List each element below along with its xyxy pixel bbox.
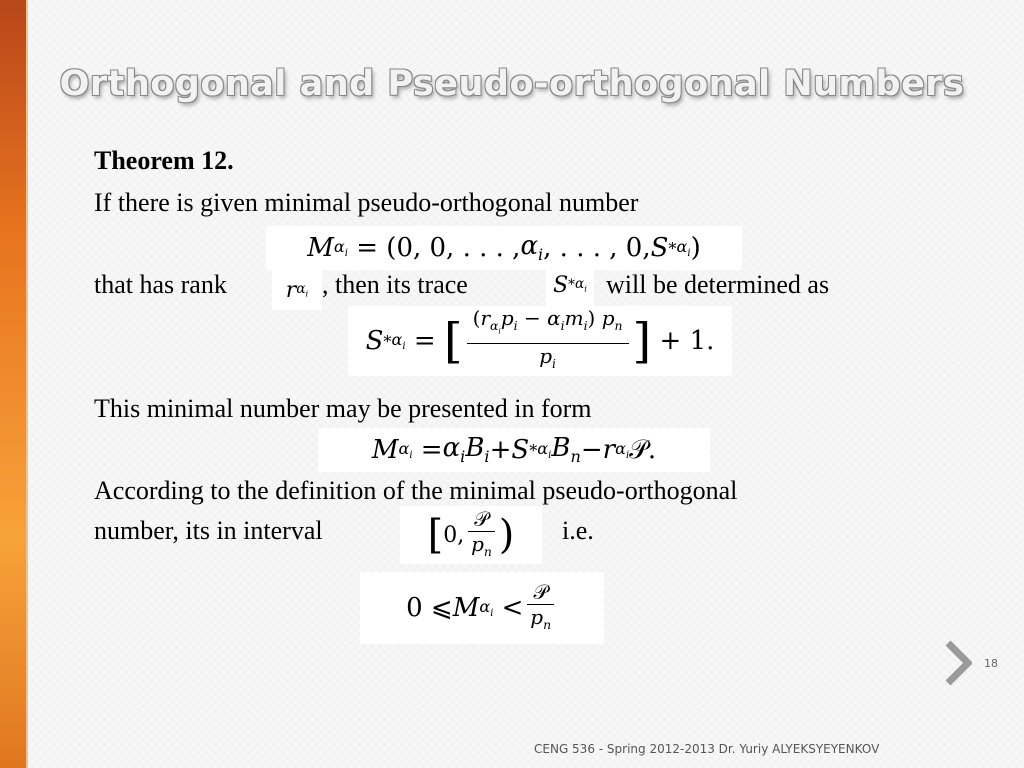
text-line-2-start: that has rank <box>94 270 227 299</box>
text-line-2-middle: , then its trace <box>322 270 468 299</box>
theorem-heading: Theorem 12. <box>94 146 234 175</box>
text-line-3: This minimal number may be presented in form <box>94 394 592 423</box>
formula-inequality: 0 ⩽ M $\alpha_i$ < $\frac{\text{𝒫}}{p_n}$ <box>360 572 604 644</box>
page-number: 18 <box>984 657 998 670</box>
formula-presentation: M $\alpha_i$ = $\alpha_iB_i$ + S * $\alpha_i$ $B_n$ − r $\alpha_i$ 𝒫. <box>318 428 710 472</box>
formula-minimal-number: M $\alpha_i$ = (0, 0, . . . , $\alpha_i$ , . . . , 0, S * $\alpha_i$ ) <box>266 226 742 270</box>
footer-text: CENG 536 - Spring 2012-2013 Dr. Yuriy ALYEKSYEYENKOV <box>534 742 880 756</box>
side-accent-bar <box>0 0 26 768</box>
text-line-4: According to the definition of the minimal pseudo-orthogonal <box>94 476 738 505</box>
text-line-2-end: will be determined as <box>606 270 830 299</box>
text-line-5-end: i.e. <box>562 516 594 545</box>
formula-trace-definition: S * $\alpha_i$ = [ $\frac{(r_{\alpha_i}p_i - \alpha_im_i) p_n}{p_i}$ ] + 1. <box>348 306 732 376</box>
text-line-5-start: number, its in interval <box>94 516 323 545</box>
chevron-right-icon[interactable] <box>944 640 972 686</box>
formula-interval: [ 0, $\frac{\text{𝒫}}{p_n}$ ) <box>400 506 542 564</box>
formula-trace: S * $\alpha_i$ <box>546 264 594 306</box>
formula-rank: r $\alpha_i$ <box>272 270 322 310</box>
text-line-1: If there is given minimal pseudo-orthogonal number <box>94 188 639 217</box>
slide-title: Orthogonal and Pseudo-orthogonal Numbers <box>59 64 965 104</box>
